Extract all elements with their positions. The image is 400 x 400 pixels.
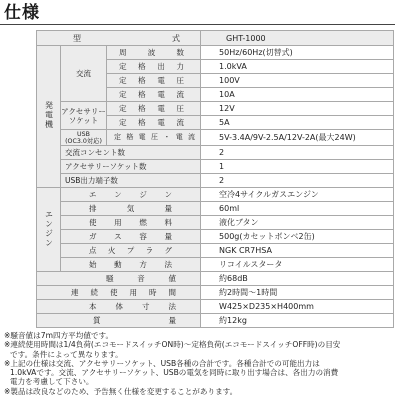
weight-value: 約12kg <box>201 314 394 328</box>
spec-row-runtime <box>37 286 394 300</box>
engine-group-label: エンジン <box>44 209 54 248</box>
spec-row-gas-capacity <box>37 230 394 244</box>
usb-subgroup-label-line2: (OC3.0対応) <box>65 137 102 145</box>
spec-row-usb-rating <box>37 130 394 146</box>
spec-row-spark-plug <box>37 244 394 258</box>
noise-value: 約68dB <box>201 272 394 286</box>
note-spec-change: ※製品は改良などのため、予告無く仕様を変更することがあります。 <box>4 386 238 396</box>
noise-label: 騒 音 値 <box>37 272 201 286</box>
spec-row-dimensions <box>37 300 394 314</box>
spec-row-engine-type <box>37 188 394 202</box>
note-runtime: ※連続使用時間は1/4負荷(エコモードスイッチON時)〜定格負荷(エコモードスイッチOFF時)の目安 <box>4 340 341 350</box>
spec-row-displacement <box>37 202 394 216</box>
ac-rated-output-value: 1.0kVA <box>201 60 394 74</box>
spark-plug-label: 点 火 プ ラ グ <box>61 244 201 258</box>
accessory-socket-subgroup-label-line2: ソケット <box>68 115 99 125</box>
ac-outlet-count-label: 交流コンセント数 <box>61 146 201 160</box>
ac-outlet-count-value: 2 <box>201 146 394 160</box>
generator-group-cell <box>37 46 61 188</box>
ac-rated-current-label: 定 格 電 流 <box>107 88 201 102</box>
gas-capacity-value: 500g(カセットボンベ2缶) <box>201 230 394 244</box>
spec-row-socket-count <box>37 160 394 174</box>
ac-frequency-value: 50Hz/60Hz(切替式) <box>201 46 394 60</box>
generator-group-label: 発電機 <box>44 101 54 130</box>
note-output-total-cont2: 電力を考慮して下さい。 <box>10 377 94 387</box>
usb-rating-value: 5V-3.4A/9V-2.5A/12V-2A(最大24W) <box>201 130 394 146</box>
socket-rated-current-value: 5A <box>201 116 394 130</box>
usb-subgroup-label-line1: USB <box>77 130 90 138</box>
ac-rated-output-label: 定 格 出 力 <box>107 60 201 74</box>
spec-table <box>36 30 394 328</box>
spec-row-fuel <box>37 216 394 230</box>
ac-rated-voltage-label: 定 格 電 圧 <box>107 74 201 88</box>
model-value: GHT-1000 <box>201 31 394 46</box>
note-runtime-cont: です。条件によって異なります。 <box>10 349 123 359</box>
ac-subgroup-label: 交流 <box>76 69 91 78</box>
spec-row-ac-frequency <box>37 46 394 60</box>
footnotes <box>4 331 394 396</box>
usb-subgroup-cell <box>61 130 107 146</box>
note-output-total: ※上記の仕様は交流、アクセサリーソケット、USB各種の合計です。各種合計での可能出力は <box>4 358 320 368</box>
spec-row-ac-outlet-count <box>37 146 394 160</box>
spec-row-model <box>37 31 394 46</box>
spec-row-start-method <box>37 258 394 272</box>
weight-label: 質 量 <box>37 314 201 328</box>
socket-rated-voltage-value: 12V <box>201 102 394 116</box>
spark-plug-value: NGK CR7HSA <box>201 244 394 258</box>
engine-group-cell <box>37 188 61 272</box>
usb-port-count-value: 2 <box>201 174 394 188</box>
start-method-label: 始 動 方 法 <box>61 258 201 272</box>
dimensions-label: 本 体 寸 法 <box>37 300 201 314</box>
page-title: 仕様 <box>4 3 40 23</box>
ac-rated-voltage-value: 100V <box>201 74 394 88</box>
spec-row-socket-rated-voltage <box>37 102 394 116</box>
usb-rating-label: 定格電圧・電流 <box>107 130 201 146</box>
dimensions-value: W425×D235×H400mm <box>201 300 394 314</box>
start-method-value: リコイルスタータ <box>201 258 394 272</box>
note-noise: ※騒音値は7m四方平均値です。 <box>4 331 114 340</box>
accessory-socket-subgroup-label-line1: アクセサリー <box>61 106 106 116</box>
gas-capacity-label: ガ ス 容 量 <box>61 230 201 244</box>
spec-row-usb-port-count <box>37 174 394 188</box>
engine-type-label: エ ン ジ ン <box>61 188 201 202</box>
displacement-label: 排 気 量 <box>61 202 201 216</box>
model-label: 型 式 <box>37 31 201 46</box>
title-underline <box>0 24 395 25</box>
spec-row-weight <box>37 314 394 328</box>
spec-row-noise <box>37 272 394 286</box>
ac-frequency-label: 周 波 数 <box>107 46 201 60</box>
socket-count-label: アクセサリーソケット数 <box>61 160 201 174</box>
note-output-total-cont1: 1.0kVAです。交流、アクセサリーソケット、USBの電気を同時に取り出す場合は、各出力の消費 <box>10 368 339 378</box>
accessory-socket-subgroup-cell <box>61 102 107 130</box>
displacement-value: 60ml <box>201 202 394 216</box>
usb-port-count-label: USB出力端子数 <box>61 174 201 188</box>
fuel-value: 液化ブタン <box>201 216 394 230</box>
socket-rated-current-label: 定 格 電 流 <box>107 116 201 130</box>
runtime-label: 連 続 使 用 時 間 <box>37 286 201 300</box>
ac-subgroup-cell <box>61 46 107 102</box>
socket-rated-voltage-label: 定 格 電 圧 <box>107 102 201 116</box>
socket-count-value: 1 <box>201 160 394 174</box>
fuel-label: 使 用 燃 料 <box>61 216 201 230</box>
engine-type-value: 空冷4サイクルガスエンジン <box>201 188 394 202</box>
runtime-value: 約2時間〜1時間 <box>201 286 394 300</box>
ac-rated-current-value: 10A <box>201 88 394 102</box>
